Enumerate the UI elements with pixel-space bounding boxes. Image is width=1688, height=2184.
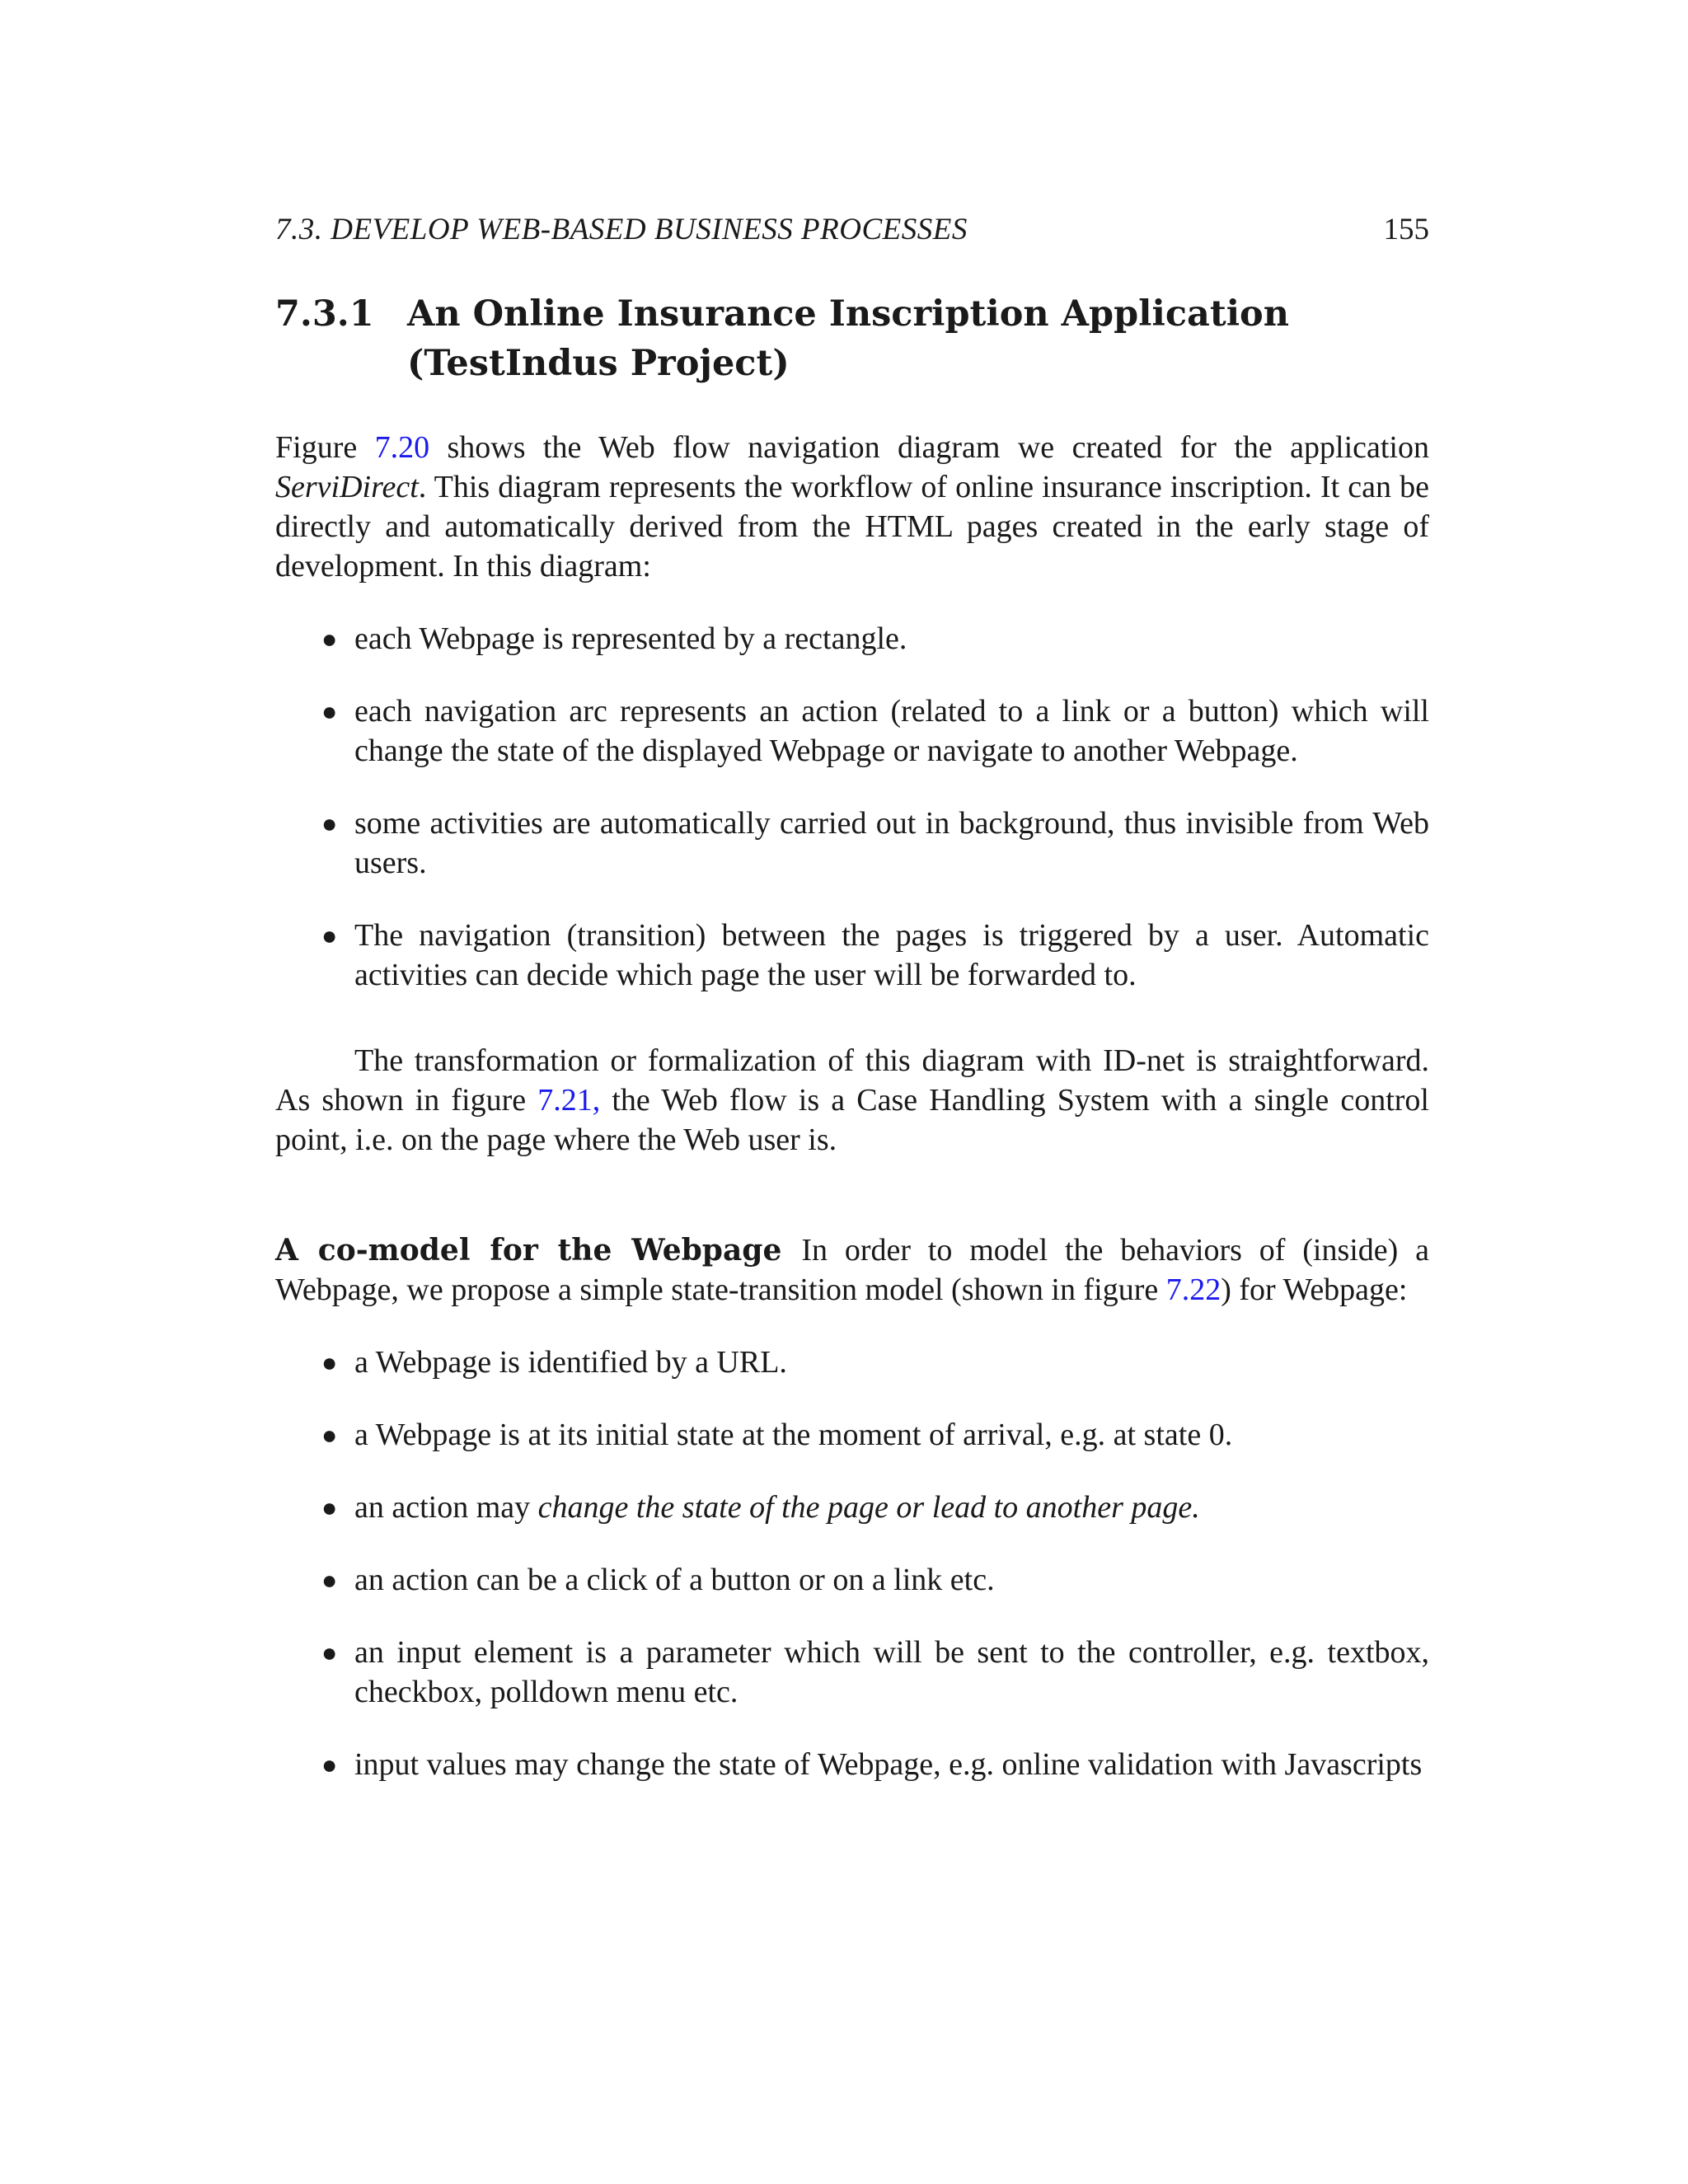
bullet-icon: ● — [321, 624, 338, 654]
list-item-text: a Webpage is identified by a URL. — [354, 1345, 787, 1380]
section-heading — [275, 289, 1429, 388]
list-item-text: The navigation (transition) between the pages is triggered by a user. Automatic activities can decide which page the user will be forwarded to. — [354, 918, 1429, 992]
bullet-icon: ● — [321, 808, 338, 838]
figure-ref-7-22[interactable]: 7.22 — [1165, 1272, 1221, 1307]
list-item — [275, 691, 1429, 771]
intro-paragraph — [275, 428, 1429, 586]
list-item-text-prefix: an action may — [354, 1490, 538, 1525]
bullet-icon: ● — [321, 1750, 338, 1779]
intro-text-2: shows the Web flow navigation diagram we created for the application — [429, 430, 1429, 465]
list-item — [275, 1488, 1429, 1527]
bullet-icon: ● — [321, 921, 338, 950]
list-item-text: each navigation arc represents an action (related to a link or a button) which will change the state of the displayed Webpage or navigate to another Webpage. — [354, 694, 1429, 768]
transform-text-2: the Web flow is a Case Handling System with a single control point, i.e. on the page where the Web user is. — [275, 1083, 1429, 1157]
list-item — [275, 1745, 1429, 1784]
list-item-text: an action can be a click of a button or on a link etc. — [354, 1563, 995, 1597]
bullet-icon: ● — [321, 1638, 338, 1667]
comodel-text-2: ) for Webpage: — [1221, 1272, 1408, 1307]
intro-text-3: . This diagram represents the workflow of online insurance inscription. It can be directly and automatically derived from the HTML pages created in the early stage of development. In this diagram: — [275, 470, 1429, 583]
page-content — [275, 210, 1429, 1784]
list-item-text: a Webpage is at its initial state at the moment of arrival, e.g. at state 0. — [354, 1418, 1233, 1452]
figure-ref-7-21[interactable]: 7.21, — [537, 1083, 601, 1118]
running-title: 7.3. DEVELOP WEB-BASED BUSINESS PROCESSES — [275, 213, 968, 246]
list-item — [275, 1633, 1429, 1712]
bullet-icon: ● — [321, 1420, 338, 1450]
list-item-text: each Webpage is represented by a rectangle. — [354, 621, 907, 656]
list-item — [275, 804, 1429, 883]
list-item-text: input values may change the state of Webpage, e.g. online validation with Javascripts — [354, 1747, 1423, 1782]
bullet-icon: ● — [321, 696, 338, 726]
bullet-icon: ● — [321, 1493, 338, 1522]
comodel-text-1: In order to model the behaviors of (inside) a Webpage, we propose a simple state-transition model (shown in figure — [275, 1233, 1430, 1307]
list-item — [275, 1415, 1429, 1455]
transform-text-1: The transformation or formalization of this diagram with ID-net is straightforward. As shown in figure — [275, 1043, 1429, 1118]
section-title: An Online Insurance Inscription Application (TestIndus Project) — [407, 293, 1290, 384]
webpage-model-bullet-list — [275, 1343, 1429, 1784]
list-item-text: an input element is a parameter which will be sent to the controller, e.g. textbox, checkbox, polldown menu etc. — [354, 1635, 1429, 1709]
page-number: 155 — [1383, 213, 1429, 246]
list-item — [275, 619, 1429, 658]
bullet-icon: ● — [321, 1347, 338, 1377]
app-name: ServiDirect — [275, 470, 419, 504]
intro-text-1: Figure — [275, 430, 375, 465]
list-item-text-italic: change the state of the page or lead to another page. — [537, 1490, 1200, 1525]
diagram-bullet-list — [275, 619, 1429, 995]
paragraph-heading: A co-model for the Webpage — [275, 1233, 782, 1268]
bullet-icon: ● — [321, 1565, 338, 1595]
transformation-paragraph — [275, 1041, 1429, 1160]
comodel-paragraph — [275, 1230, 1429, 1310]
list-item — [275, 1560, 1429, 1600]
figure-ref-7-20[interactable]: 7.20 — [374, 430, 430, 465]
list-item — [275, 1343, 1429, 1382]
list-item — [275, 916, 1429, 995]
list-item-text: some activities are automatically carried out in background, thus invisible from Web users. — [354, 806, 1429, 880]
running-header — [275, 210, 1429, 250]
section-number: 7.3.1 — [275, 293, 374, 335]
